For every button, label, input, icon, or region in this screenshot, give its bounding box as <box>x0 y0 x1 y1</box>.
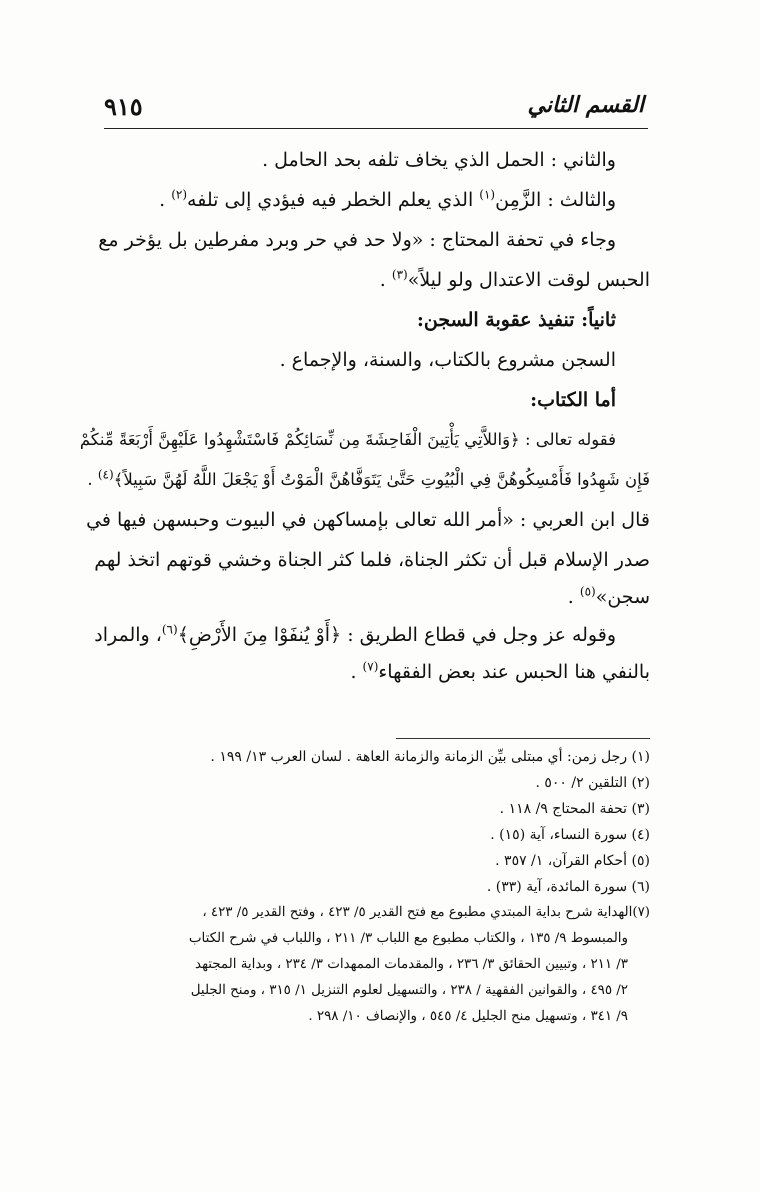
quran-verse-line: فقوله تعالى : ﴿وَاللاَّتِي يَأْتِينَ الْفَاحِشَةَ مِن نِّسَائِكُمْ فَاسْتَشْهِدُوا عَلَيْهِنَّ أَرْبَعَةً مِّنكُمْ <box>79 430 616 449</box>
section-heading: أما الكتاب: <box>530 389 616 411</box>
footnote-continuation: والمبسوط ٩/ ١٣٥ ، والكتاب مطبوع مع اللباب ٣/ ٢١١ ، واللباب في شرح الكتاب <box>188 931 628 946</box>
footnote-ref: (٣) <box>391 267 408 282</box>
footnote: (٤) سورة النساء، آية (١٥) . <box>490 827 650 843</box>
footnote-continuation: ٣/ ٢١١ ، وتبيين الحقائق ٣/ ٢٣٦ ، والمقدمات الممهدات ٣/ ٢٣٤ ، وبداية المجتهد <box>195 957 628 972</box>
footnote: (٥) أحكام القرآن، ١/ ٣٥٧ . <box>495 853 650 869</box>
footnote-continuation: ٢/ ٤٩٥ ، والقوانين الفقهية / ٢٣٨ ، والتسهيل لعلوم التنزيل ١/ ٣١٥ ، ومنح الجليل <box>190 983 628 998</box>
footnote-divider <box>396 738 650 739</box>
footnote: (٧)الهداية شرح بداية المبتدي مطبوع مع فتح القدير ٥/ ٤٢٣ ، وفتح القدير ٥/ ٤٢٣ ، <box>202 905 650 920</box>
footnote-continuation: ٩/ ٣٤١ ، وتسهيل منح الجليل ٤/ ٥٤٥ ، والإنصاف ١٠/ ٢٩٨ . <box>308 1009 628 1024</box>
footnote: (١) رجل زمن: أي مبتلى بيِّن الزمانة والزمانة العاهة . لسان العرب ١٣/ ١٩٩ . <box>210 749 650 765</box>
paragraph-line: سجن»$^{(٥)}$ . <box>567 584 650 608</box>
main-text <box>79 140 650 690</box>
paragraph-line: والثاني : الحمل الذي يخاف تلفه بحد الحامل . <box>262 149 616 171</box>
paragraph-line: قال ابن العربي : «أمر الله تعالى بإمساكهن في البيوت وحبسهن فيها في <box>86 509 650 531</box>
section-title: القسم الثاني <box>527 92 644 118</box>
footnote-ref: (٥) <box>579 584 596 599</box>
page-header <box>104 92 648 129</box>
paragraph-line: صدر الإسلام قبل أن تكثر الجناة، فلما كثر الجناة وخشي قوتهم اتخذ لهم <box>94 549 650 571</box>
footnote-ref: (٦) <box>161 622 178 637</box>
paragraph-line: الحبس لوقت الاعتدال ولو ليلاً»$^{(٣)}$ . <box>379 267 650 291</box>
paragraph-line: والثالث : الزَّمِن$^{(١)}$ الذي يعلم الخطر فيه فيؤدي إلى تلفه$^{(٢)}$ . <box>159 187 616 211</box>
footnote: (٣) تحفة المحتاج ٩/ ١١٨ . <box>499 801 650 817</box>
page-number: ٩١٥ <box>104 92 143 121</box>
footnotes <box>110 744 650 1030</box>
paragraph-line: وقوله عز وجل في قطاع الطريق : ﴿أَوْ يُنفَوْا مِنَ الأَرْضِ﴾$^{(٦)}$، والمراد <box>94 622 616 646</box>
paragraph-line: وجاء في تحفة المحتاج : «ولا حد في حر وبرد مفرطين بل يؤخر مع <box>98 229 616 251</box>
footnote-ref: (١) <box>479 187 496 202</box>
footnote-ref: (٤) <box>97 467 114 482</box>
section-heading: ثانياً: تنفيذ عقوبة السجن: <box>416 309 616 331</box>
footnote: (٢) التلقين ٢/ ٥٠٠ . <box>535 775 650 791</box>
footnote-ref: (٢) <box>171 187 188 202</box>
footnote: (٦) سورة المائدة، آية (٣٣) . <box>486 879 650 895</box>
quran-verse-line: فَإِن شَهِدُوا فَأَمْسِكُوهُنَّ فِي الْبُيُوتِ حَتَّىٰ يَتَوَفَّاهُنَّ الْمَوْتُ أَوْ يَجْعَلَ اللَّهُ لَهُنَّ سَبِيلاً﴾$^{(٤)}$ . <box>87 467 650 489</box>
footnote-ref: (٧) <box>362 659 379 674</box>
paragraph-line: السجن مشروع بالكتاب، والسنة، والإجماع . <box>279 349 616 371</box>
paragraph-line: بالنفي هنا الحبس عند بعض الفقهاء$^{(٧)}$ . <box>350 659 650 683</box>
